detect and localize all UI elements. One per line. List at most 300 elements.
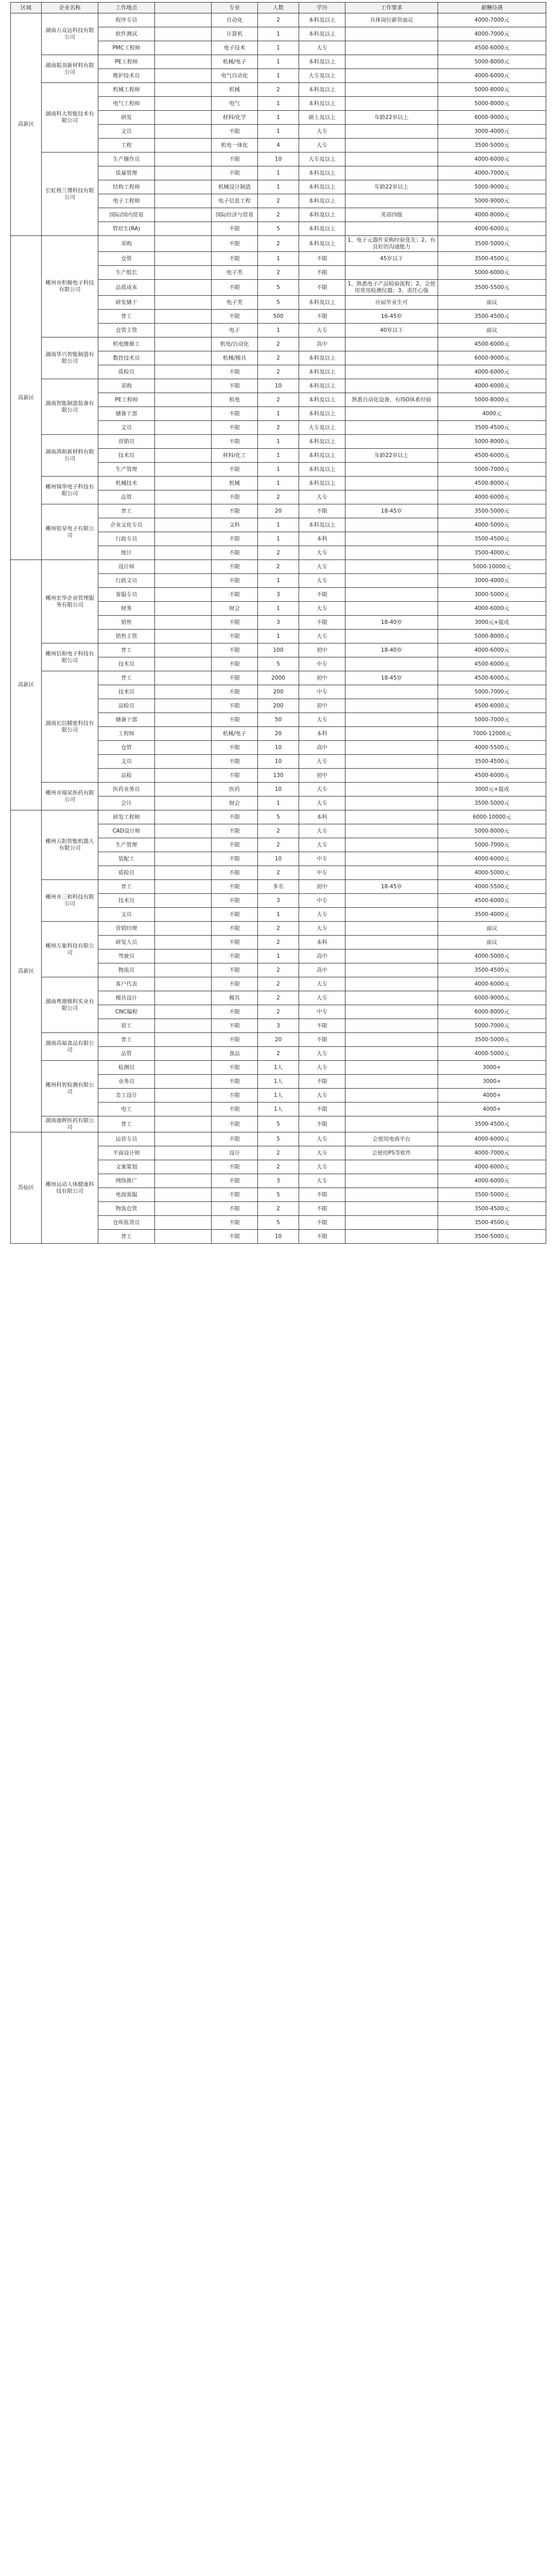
major-cell: 不限 (212, 1061, 258, 1075)
major-cell: 不限 (212, 574, 258, 588)
major-cell: 电子类 (212, 266, 258, 280)
salary-cell: 4000-6000元 (438, 365, 546, 379)
major-cell: 不限 (212, 222, 258, 236)
location-cell (155, 152, 212, 166)
position-cell: 营销员 (98, 435, 155, 449)
major-cell: 不限 (212, 236, 258, 252)
location-cell (155, 796, 212, 810)
requirements-cell (345, 852, 438, 866)
major-cell: 电子 (212, 324, 258, 337)
location-cell (155, 1103, 212, 1116)
position-cell: 电工 (98, 1103, 155, 1116)
salary-cell: 3500-5000元 (438, 1230, 546, 1244)
education-cell: 本科 (299, 936, 345, 950)
major-cell: 不限 (212, 1174, 258, 1188)
position-cell: 普工 (98, 643, 155, 657)
salary-cell: 4500-6000元 (438, 337, 546, 351)
education-cell: 本科及以上 (299, 55, 345, 69)
requirements-cell (345, 1216, 438, 1230)
salary-cell: 5000-9000元 (438, 194, 546, 208)
count-cell: 1 (258, 796, 299, 810)
position-cell: PE工程师 (98, 55, 155, 69)
position-cell: 装配工 (98, 852, 155, 866)
education-cell: 大专 (299, 1160, 345, 1174)
table-row (11, 83, 546, 97)
table-row (11, 1061, 546, 1075)
position-cell: 文员 (98, 908, 155, 922)
count-cell: 5 (258, 1132, 299, 1146)
table-row (11, 810, 546, 824)
education-cell: 大专 (299, 1174, 345, 1188)
requirements-cell (345, 950, 438, 963)
salary-cell: 4000-7000元 (438, 13, 546, 27)
requirements-cell (345, 1116, 438, 1132)
location-cell (155, 1089, 212, 1103)
position-cell: 生产管理 (98, 838, 155, 852)
position-cell: 普工 (98, 1033, 155, 1047)
location-cell (155, 463, 212, 477)
table-row (11, 643, 546, 657)
table-row (11, 13, 546, 27)
salary-cell: 4500-6000元 (438, 769, 546, 783)
major-cell: 不限 (212, 421, 258, 435)
major-cell: 不限 (212, 1089, 258, 1103)
requirements-cell (345, 685, 438, 699)
education-cell: 本科及以上 (299, 208, 345, 222)
position-cell: 网络推广 (98, 1174, 155, 1188)
salary-cell: 4000-7000元 (438, 27, 546, 41)
major-cell: 机械 (212, 83, 258, 97)
salary-cell: 3500-5000元 (438, 236, 546, 252)
education-cell: 本科及以上 (299, 379, 345, 393)
major-cell: 机械/电子 (212, 55, 258, 69)
requirements-cell (345, 1019, 438, 1033)
location-cell (155, 435, 212, 449)
location-cell (155, 69, 212, 83)
count-cell: 1 (258, 574, 299, 588)
header-row (11, 3, 546, 13)
requirements-cell (345, 866, 438, 880)
position-cell: 文员 (98, 755, 155, 769)
location-cell (155, 810, 212, 824)
education-cell: 大专 (299, 755, 345, 769)
count-cell: 2 (258, 963, 299, 977)
education-cell: 大专 (299, 41, 345, 55)
requirements-cell: 1、电子元器件采购经验优先；2、有良好的沟通能力 (345, 236, 438, 252)
major-cell: 不限 (212, 699, 258, 713)
requirements-cell (345, 560, 438, 574)
salary-cell: 4000-5000元 (438, 866, 546, 880)
education-cell: 不限 (299, 1103, 345, 1116)
requirements-cell (345, 97, 438, 111)
count-cell: 1 (258, 477, 299, 490)
requirements-cell: 40岁以下 (345, 324, 438, 337)
position-cell: 采购 (98, 236, 155, 252)
count-cell: 2 (258, 1047, 299, 1061)
location-cell (155, 1116, 212, 1132)
requirements-cell (345, 963, 438, 977)
location-cell (155, 477, 212, 490)
table-row (11, 783, 546, 796)
position-cell: 质检员 (98, 365, 155, 379)
position-cell: 技术员 (98, 449, 155, 463)
position-cell: 质检员 (98, 866, 155, 880)
education-cell: 本科及以上 (299, 365, 345, 379)
location-cell (155, 222, 212, 236)
count-cell: 3 (258, 616, 299, 630)
count-cell: 1 (258, 908, 299, 922)
count-cell: 200 (258, 699, 299, 713)
position-cell: 运营专员 (98, 1132, 155, 1146)
location-cell (155, 252, 212, 266)
salary-cell: 4500-8000元 (438, 477, 546, 490)
salary-cell: 4000-6000元 (438, 379, 546, 393)
location-cell (155, 55, 212, 69)
major-cell: 不限 (212, 894, 258, 908)
location-cell (155, 504, 212, 518)
location-cell (155, 1216, 212, 1230)
major-cell: 计算机 (212, 27, 258, 41)
education-cell: 大专 (299, 324, 345, 337)
requirements-cell (345, 1103, 438, 1116)
requirements-cell (345, 490, 438, 504)
table-row (11, 671, 546, 685)
education-cell: 本科及以上 (299, 97, 345, 111)
count-cell: 2 (258, 1146, 299, 1160)
count-cell: 2 (258, 393, 299, 407)
position-cell: 储备干部 (98, 407, 155, 421)
header-count: 人数 (258, 3, 299, 13)
requirements-cell (345, 588, 438, 602)
education-cell: 大专 (299, 1061, 345, 1075)
major-cell: 不限 (212, 166, 258, 180)
salary-cell: 面议 (438, 296, 546, 310)
salary-cell: 7000-12000元 (438, 727, 546, 741)
location-cell (155, 518, 212, 532)
education-cell: 大专 (299, 1047, 345, 1061)
education-cell: 大专 (299, 977, 345, 991)
table-row (11, 55, 546, 69)
major-cell: 不限 (212, 1116, 258, 1132)
education-cell: 本科及以上 (299, 27, 345, 41)
requirements-cell: 年龄22岁以上 (345, 180, 438, 194)
count-cell: 2000 (258, 671, 299, 685)
requirements-cell (345, 1033, 438, 1047)
major-cell: 不限 (212, 365, 258, 379)
education-cell: 中专 (299, 866, 345, 880)
table-row (11, 152, 546, 166)
location-cell (155, 574, 212, 588)
district-cell: 高新区 (11, 810, 42, 1132)
major-cell: 不限 (212, 588, 258, 602)
requirements-cell (345, 546, 438, 560)
education-cell: 本科及以上 (299, 407, 345, 421)
salary-cell: 3500-4500元 (438, 963, 546, 977)
major-cell: 电气自动化 (212, 69, 258, 83)
requirements-cell (345, 1005, 438, 1019)
company-name-cell: 郴州信和电子科技有限公司 (42, 643, 98, 671)
education-cell: 本科及以上 (299, 194, 345, 208)
major-cell: 不限 (212, 152, 258, 166)
salary-cell: 5000-8000元 (438, 824, 546, 838)
requirements-cell (345, 27, 438, 41)
location-cell (155, 741, 212, 755)
education-cell: 不限 (299, 1230, 345, 1244)
major-cell: 不限 (212, 824, 258, 838)
location-cell (155, 727, 212, 741)
requirements-cell (345, 699, 438, 713)
requirements-cell (345, 421, 438, 435)
count-cell: 2 (258, 866, 299, 880)
district-cell: 苏仙区 (11, 1132, 42, 1244)
position-cell: 仓管主管 (98, 324, 155, 337)
major-cell: 不限 (212, 379, 258, 393)
requirements-cell: 16-45岁 (345, 310, 438, 324)
education-cell: 中专 (299, 657, 345, 671)
header-district: 区域 (11, 3, 42, 13)
company-name-cell: 湖南科大智能技术有限公司 (42, 83, 98, 152)
position-cell: 普工 (98, 1116, 155, 1132)
count-cell: 3 (258, 1174, 299, 1188)
location-cell (155, 208, 212, 222)
major-cell: 不限 (212, 560, 258, 574)
position-cell: 销售 (98, 616, 155, 630)
position-cell: 物流员 (98, 963, 155, 977)
education-cell: 不限 (299, 1033, 345, 1047)
position-cell: 技术员 (98, 894, 155, 908)
requirements-cell: 18-45岁 (345, 504, 438, 518)
major-cell: 不限 (212, 310, 258, 324)
education-cell: 本科及以上 (299, 166, 345, 180)
company-name-cell: 郴州万象科技有限公司 (42, 922, 98, 977)
position-cell: 仓管 (98, 741, 155, 755)
major-cell: 不限 (212, 1132, 258, 1146)
salary-cell: 3500-5000元 (438, 1188, 546, 1202)
education-cell: 高中 (299, 337, 345, 351)
major-cell: 自动化 (212, 13, 258, 27)
major-cell: 不限 (212, 1005, 258, 1019)
job-table-body (11, 13, 546, 1244)
position-cell: 生产管理 (98, 463, 155, 477)
count-cell: 2 (258, 936, 299, 950)
education-cell: 中专 (299, 894, 345, 908)
count-cell: 1 (258, 630, 299, 643)
position-cell: 平面设计师 (98, 1146, 155, 1160)
salary-cell: 3500-5000元 (438, 504, 546, 518)
requirements-cell (345, 1202, 438, 1216)
requirements-cell: 18-40岁 (345, 643, 438, 657)
education-cell: 大专 (299, 796, 345, 810)
location-cell (155, 194, 212, 208)
major-cell: 材料/化工 (212, 449, 258, 463)
location-cell (155, 407, 212, 421)
location-cell (155, 908, 212, 922)
major-cell: 电子类 (212, 296, 258, 310)
count-cell: 2 (258, 977, 299, 991)
position-cell: 品管 (98, 1047, 155, 1061)
position-cell: 研发 (98, 111, 155, 125)
major-cell: 不限 (212, 435, 258, 449)
location-cell (155, 880, 212, 894)
count-cell: 200 (258, 685, 299, 699)
major-cell: 国际经济与贸易 (212, 208, 258, 222)
education-cell: 大专 (299, 630, 345, 643)
count-cell: 5 (258, 657, 299, 671)
location-cell (155, 616, 212, 630)
education-cell: 本科及以上 (299, 296, 345, 310)
district-cell: 高新区 (11, 13, 42, 236)
major-cell: 不限 (212, 671, 258, 685)
requirements-cell: 会使用PS等软件 (345, 1146, 438, 1160)
location-cell (155, 1160, 212, 1174)
salary-cell: 4000-6000元 (438, 643, 546, 657)
salary-cell: 4000-6000元 (438, 852, 546, 866)
count-cell: 2 (258, 824, 299, 838)
major-cell: 不限 (212, 936, 258, 950)
count-cell: 多名 (258, 880, 299, 894)
position-cell: 钳工 (98, 1019, 155, 1033)
location-cell (155, 922, 212, 936)
position-cell: 普工 (98, 310, 155, 324)
location-cell (155, 643, 212, 657)
count-cell: 3 (258, 894, 299, 908)
count-cell: 2 (258, 546, 299, 560)
district-cell: 高新区 (11, 560, 42, 810)
requirements-cell (345, 936, 438, 950)
major-cell: 不限 (212, 630, 258, 643)
position-cell: 销售主管 (98, 630, 155, 643)
position-cell: 机电维修工 (98, 337, 155, 351)
position-cell: CAD设计师 (98, 824, 155, 838)
salary-cell: 6000-8000元 (438, 1005, 546, 1019)
major-cell: 不限 (212, 1033, 258, 1047)
position-cell: 企业文化专员 (98, 518, 155, 532)
salary-cell: 4000-6000元 (438, 977, 546, 991)
education-cell: 大专 (299, 838, 345, 852)
education-cell: 不限 (299, 1116, 345, 1132)
position-cell: 检测员 (98, 1061, 155, 1075)
position-cell: 研发人员 (98, 936, 155, 950)
requirements-cell: 熟悉自动化设备、有ISO体系经验 (345, 393, 438, 407)
count-cell: 10 (258, 152, 299, 166)
count-cell: 1 (258, 252, 299, 266)
count-cell: 3 (258, 1019, 299, 1033)
company-name-cell: 湖南长信精密科技有限公司 (42, 671, 98, 783)
major-cell: 不限 (212, 125, 258, 139)
salary-cell: 3500-4000元 (438, 908, 546, 922)
education-cell: 不限 (299, 616, 345, 630)
major-cell: 电子信息工程 (212, 194, 258, 208)
count-cell: 20 (258, 504, 299, 518)
requirements-cell (345, 657, 438, 671)
location-cell (155, 1033, 212, 1047)
count-cell: 2 (258, 1160, 299, 1174)
position-cell: 驾驶员 (98, 950, 155, 963)
education-cell: 不限 (299, 252, 345, 266)
requirements-cell (345, 574, 438, 588)
location-cell (155, 936, 212, 950)
location-cell (155, 977, 212, 991)
position-cell: PE工程师 (98, 393, 155, 407)
location-cell (155, 546, 212, 560)
salary-cell: 4000-6000元 (438, 1160, 546, 1174)
requirements-cell (345, 1075, 438, 1089)
major-cell: 不限 (212, 922, 258, 936)
header-company: 企业名称 (42, 3, 98, 13)
major-cell: 文科 (212, 518, 258, 532)
education-cell: 大专 (299, 824, 345, 838)
position-cell: 美工设计 (98, 1089, 155, 1103)
major-cell: 不限 (212, 532, 258, 546)
major-cell: 不限 (212, 908, 258, 922)
requirements-cell: 18-45岁 (345, 880, 438, 894)
company-name-cell: 湖南振羽新材料有限公司 (42, 55, 98, 83)
salary-cell: 3500-5500元 (438, 280, 546, 296)
location-cell (155, 236, 212, 252)
location-cell (155, 379, 212, 393)
major-cell: 不限 (212, 657, 258, 671)
position-cell: 模具设计 (98, 991, 155, 1005)
count-cell: 1 (258, 125, 299, 139)
table-row (11, 337, 546, 351)
education-cell: 不限 (299, 1019, 345, 1033)
count-cell: 1 (258, 532, 299, 546)
count-cell: 1人 (258, 1089, 299, 1103)
count-cell: 1人 (258, 1103, 299, 1116)
count-cell: 2 (258, 1005, 299, 1019)
education-cell: 大专及以上 (299, 152, 345, 166)
salary-cell: 3500-5000元 (438, 139, 546, 152)
table-row (11, 379, 546, 393)
count-cell: 100 (258, 643, 299, 657)
location-cell (155, 1061, 212, 1075)
position-cell: CNC编程 (98, 1005, 155, 1019)
requirements-cell (345, 55, 438, 69)
location-cell (155, 1202, 212, 1216)
location-cell (155, 963, 212, 977)
education-cell: 大专 (299, 1132, 345, 1146)
requirements-cell (345, 783, 438, 796)
location-cell (155, 713, 212, 727)
company-name-cell: 湖南康辉医药有限公司 (42, 1116, 98, 1132)
position-cell: 品检 (98, 769, 155, 783)
education-cell: 大专及以上 (299, 69, 345, 83)
location-cell (155, 755, 212, 769)
position-cell: 行政文员 (98, 574, 155, 588)
company-name-cell: 郴州银星电子有限公司 (42, 504, 98, 560)
position-cell: 结构工程师 (98, 180, 155, 194)
salary-cell: 3000+ (438, 1061, 546, 1075)
major-cell: 不限 (212, 546, 258, 560)
major-cell: 机械/电子 (212, 727, 258, 741)
location-cell (155, 671, 212, 685)
salary-cell: 3500-5000元 (438, 1033, 546, 1047)
position-cell: 电商客服 (98, 1188, 155, 1202)
count-cell: 5 (258, 222, 299, 236)
location-cell (155, 560, 212, 574)
salary-cell: 5000-7000元 (438, 463, 546, 477)
education-cell: 中专 (299, 852, 345, 866)
education-cell: 大专 (299, 922, 345, 936)
location-cell (155, 421, 212, 435)
requirements-cell (345, 713, 438, 727)
major-cell: 不限 (212, 977, 258, 991)
salary-cell: 5000-7000元 (438, 838, 546, 852)
requirements-cell (345, 894, 438, 908)
education-cell: 初中 (299, 643, 345, 657)
location-cell (155, 838, 212, 852)
education-cell: 本科及以上 (299, 180, 345, 194)
